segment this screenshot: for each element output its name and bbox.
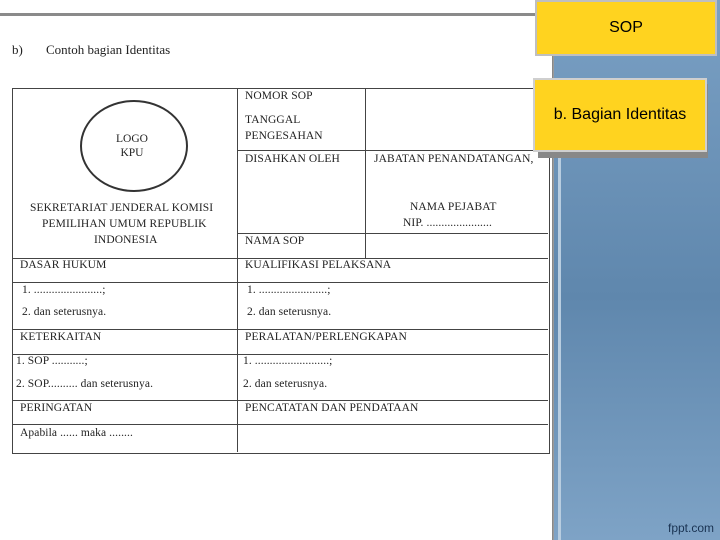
peralatan-item-1: 1. .........................; [243, 355, 333, 367]
nama-sop-label: NAMA SOP [245, 235, 305, 247]
peralatan-item-2: 2. dan seterusnya. [243, 378, 328, 390]
peringatan-label: PERINGATAN [20, 402, 93, 414]
org-name-line-3: INDONESIA [94, 234, 158, 246]
table-divider [237, 150, 548, 151]
logo-line-2: KPU [120, 147, 144, 159]
kualifikasi-label: KUALIFIKASI PELAKSANA [245, 259, 392, 271]
table-divider [237, 88, 238, 452]
table-divider [12, 400, 548, 401]
kualifikasi-item-2: 2. dan seterusnya. [247, 306, 332, 318]
logo-placeholder-text [80, 132, 184, 160]
heading-label: b) [12, 42, 23, 57]
table-divider [12, 424, 548, 425]
heading-text: Contoh bagian Identitas [46, 42, 171, 57]
peringatan-text: Apabila ...... maka ........ [20, 427, 133, 439]
org-name-line-2: PEMILIHAN UMUM REPUBLIK [42, 218, 207, 230]
jabatan-label: JABATAN PENANDATANGAN, [374, 153, 534, 165]
keterkaitan-item-2: 2. SOP.......... dan seterusnya. [16, 378, 154, 390]
table-divider [12, 329, 548, 330]
dasar-hukum-item-2: 2. dan seterusnya. [22, 306, 107, 318]
tanggal-label-line-2: PENGESAHAN [245, 130, 323, 142]
nip-label: NIP. ...................... [403, 217, 492, 229]
pencatatan-label: PENCATATAN DAN PENDATAAN [245, 402, 419, 414]
logo-line-1: LOGO [116, 133, 148, 145]
kualifikasi-item-1: 1. .......................; [247, 284, 331, 296]
nomor-sop-label: NOMOR SOP [245, 90, 313, 102]
document-top-shadow [0, 13, 536, 16]
decorative-strip [558, 152, 561, 540]
nama-pejabat-label: NAMA PEJABAT [410, 201, 497, 213]
tanggal-label-line-1: TANGGAL [245, 114, 301, 126]
keterkaitan-label: KETERKAITAN [20, 331, 102, 343]
dasar-hukum-label: DASAR HUKUM [20, 259, 107, 271]
slide-subtitle: b. Bagian Identitas [553, 106, 687, 123]
org-name-line-1: SEKRETARIAT JENDERAL KOMISI [30, 202, 214, 214]
keterkaitan-item-1: 1. SOP ...........; [16, 355, 88, 367]
document-heading [12, 42, 170, 58]
watermark-text: fppt.com [668, 521, 715, 535]
disahkan-oleh-label: DISAHKAN OLEH [245, 153, 340, 165]
table-divider [12, 282, 548, 283]
slide-subtitle-box [533, 78, 707, 152]
peralatan-label: PERALATAN/PERLENGKAPAN [245, 331, 407, 343]
table-divider [237, 233, 548, 234]
slide-title-box [535, 0, 717, 56]
slide-title: SOP [609, 19, 643, 36]
dasar-hukum-item-1: 1. .......................; [22, 284, 106, 296]
